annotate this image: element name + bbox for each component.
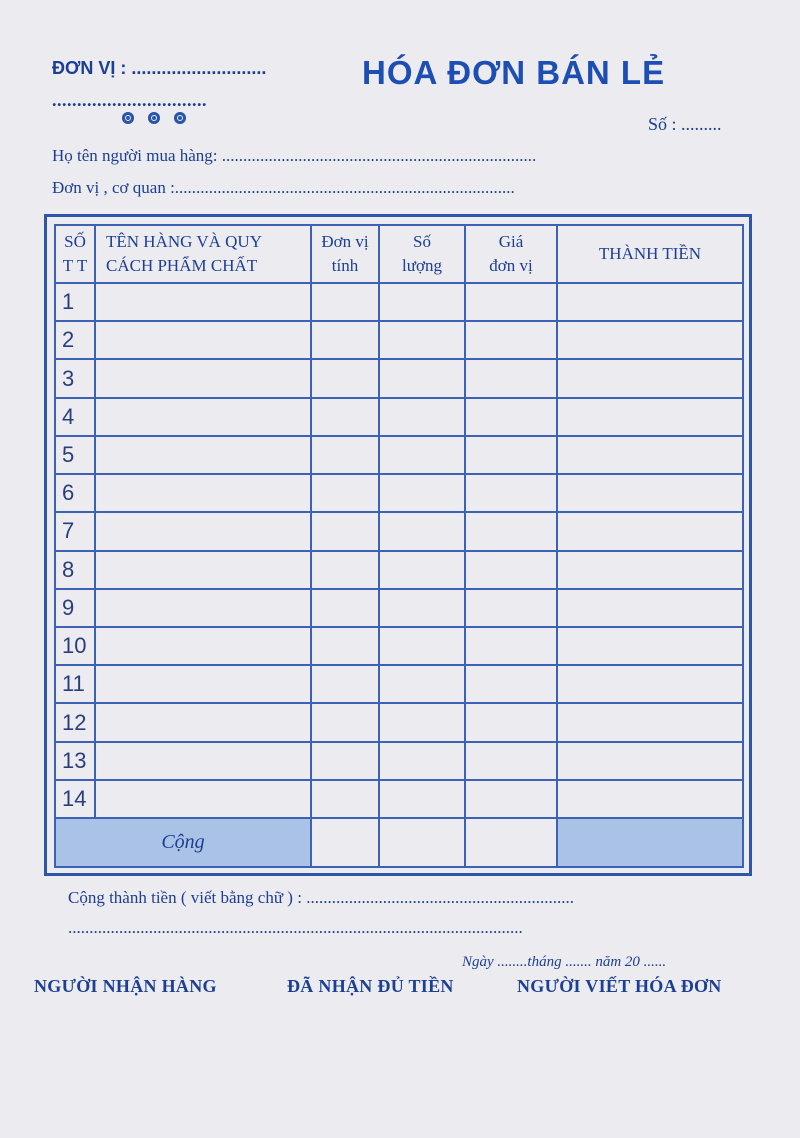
invoice-title: HÓA ĐƠN BÁN LẺ <box>362 54 666 91</box>
table-row <box>55 551 743 589</box>
unit-price-cell[interactable] <box>465 398 557 436</box>
unit-price-cell[interactable] <box>465 512 557 550</box>
unit-cell[interactable] <box>311 780 379 818</box>
total-unit-cell <box>311 818 379 867</box>
quantity-cell[interactable] <box>379 703 465 741</box>
table-row <box>55 703 743 741</box>
amount-cell[interactable] <box>557 551 743 589</box>
table-row <box>55 665 743 703</box>
unit-price-cell[interactable] <box>465 703 557 741</box>
row-number: 11 <box>55 665 95 703</box>
row-number: 7 <box>55 512 95 550</box>
amount-cell[interactable] <box>557 742 743 780</box>
unit-cell[interactable] <box>311 512 379 550</box>
unit-price-cell[interactable] <box>465 742 557 780</box>
decorative-dots <box>122 112 186 124</box>
row-number: 14 <box>55 780 95 818</box>
item-name-cell[interactable] <box>95 436 311 474</box>
signature-writer: NGƯỜI VIẾT HÓA ĐƠN <box>517 976 722 996</box>
unit-cell[interactable] <box>311 321 379 359</box>
row-number: 1 <box>55 283 95 321</box>
amount-cell[interactable] <box>557 359 743 397</box>
item-name-cell[interactable] <box>95 589 311 627</box>
amount-cell[interactable] <box>557 780 743 818</box>
col-item-name-line1: TÊN HÀNG VÀ QUY <box>106 232 262 251</box>
quantity-cell[interactable] <box>379 665 465 703</box>
amount-cell[interactable] <box>557 321 743 359</box>
col-item-name <box>95 225 311 283</box>
table-row <box>55 359 743 397</box>
total-row <box>55 818 743 867</box>
amount-cell[interactable] <box>557 627 743 665</box>
dot-icon <box>148 112 160 124</box>
row-number: 6 <box>55 474 95 512</box>
item-name-cell[interactable] <box>95 512 311 550</box>
quantity-cell[interactable] <box>379 742 465 780</box>
item-name-cell[interactable] <box>95 398 311 436</box>
item-name-cell[interactable] <box>95 627 311 665</box>
date-line: Ngày ........tháng ....... năm 20 ...... <box>462 954 667 970</box>
buyer-org-field: Đơn vị , cơ quan :................................................................................ <box>52 178 515 197</box>
row-number: 5 <box>55 436 95 474</box>
table-row <box>55 436 743 474</box>
buyer-name-field: Họ tên người mua hàng: .......................................................................... <box>52 146 537 165</box>
quantity-cell[interactable] <box>379 780 465 818</box>
item-name-cell[interactable] <box>95 703 311 741</box>
total-amount-cell[interactable] <box>557 818 743 867</box>
unit-price-cell[interactable] <box>465 589 557 627</box>
unit-price-cell[interactable] <box>465 551 557 589</box>
amount-cell[interactable] <box>557 283 743 321</box>
quantity-cell[interactable] <box>379 359 465 397</box>
col-unit-price-line2: đơn vị <box>489 256 533 275</box>
table-row <box>55 512 743 550</box>
items-table <box>54 224 744 868</box>
table-row <box>55 283 743 321</box>
unit-cell[interactable] <box>311 359 379 397</box>
col-stt-line2: T T <box>62 256 88 275</box>
unit-price-cell[interactable] <box>465 665 557 703</box>
quantity-cell[interactable] <box>379 627 465 665</box>
total-in-words-line2: ........................................................................................................... <box>68 918 523 937</box>
amount-cell[interactable] <box>557 436 743 474</box>
unit-price-cell[interactable] <box>465 780 557 818</box>
total-unit-price-cell <box>465 818 557 867</box>
row-number: 3 <box>55 359 95 397</box>
signature-receiver: NGƯỜI NHẬN HÀNG <box>34 976 217 996</box>
dot-icon <box>122 112 134 124</box>
unit-cell[interactable] <box>311 627 379 665</box>
item-name-cell[interactable] <box>95 742 311 780</box>
col-quantity-line1: Số <box>413 232 431 251</box>
col-unit-price <box>465 225 557 283</box>
row-number: 9 <box>55 589 95 627</box>
col-unit-line1: Đơn vị <box>321 232 369 251</box>
total-label: Cộng <box>55 818 311 867</box>
amount-cell[interactable] <box>557 398 743 436</box>
quantity-cell[interactable] <box>379 283 465 321</box>
dot-icon <box>174 112 186 124</box>
total-quantity-cell <box>379 818 465 867</box>
table-row <box>55 474 743 512</box>
unit-price-cell[interactable] <box>465 627 557 665</box>
item-name-cell[interactable] <box>95 665 311 703</box>
quantity-cell[interactable] <box>379 589 465 627</box>
quantity-cell[interactable] <box>379 321 465 359</box>
col-unit <box>311 225 379 283</box>
item-name-cell[interactable] <box>95 780 311 818</box>
unit-price-cell[interactable] <box>465 321 557 359</box>
item-name-cell[interactable] <box>95 359 311 397</box>
table-row <box>55 321 743 359</box>
unit-cell[interactable] <box>311 551 379 589</box>
col-quantity-line2: lượng <box>402 256 442 275</box>
unit-cell[interactable] <box>311 283 379 321</box>
table-row <box>55 780 743 818</box>
table-row <box>55 627 743 665</box>
unit-price-cell[interactable] <box>465 359 557 397</box>
row-number: 10 <box>55 627 95 665</box>
item-name-cell[interactable] <box>95 474 311 512</box>
row-number: 4 <box>55 398 95 436</box>
col-unit-line2: tính <box>331 256 359 275</box>
quantity-cell[interactable] <box>379 398 465 436</box>
item-name-cell[interactable] <box>95 321 311 359</box>
unit-price-cell[interactable] <box>465 436 557 474</box>
amount-cell[interactable] <box>557 703 743 741</box>
table-row <box>55 742 743 780</box>
col-stt <box>55 225 95 283</box>
row-number: 12 <box>55 703 95 741</box>
col-amount: THÀNH TIỀN <box>557 225 743 283</box>
quantity-cell[interactable] <box>379 512 465 550</box>
unit-cell[interactable] <box>311 436 379 474</box>
signature-paid: ĐÃ NHẬN ĐỦ TIỀN <box>287 976 454 996</box>
amount-cell[interactable] <box>557 512 743 550</box>
unit-price-cell[interactable] <box>465 283 557 321</box>
unit-cell[interactable] <box>311 589 379 627</box>
quantity-cell[interactable] <box>379 474 465 512</box>
unit-price-cell[interactable] <box>465 474 557 512</box>
item-name-cell[interactable] <box>95 551 311 589</box>
item-name-cell[interactable] <box>95 283 311 321</box>
col-item-name-line2: CÁCH PHẨM CHẤT <box>106 256 258 275</box>
unit-cell[interactable] <box>311 703 379 741</box>
quantity-cell[interactable] <box>379 551 465 589</box>
row-number: 8 <box>55 551 95 589</box>
amount-cell[interactable] <box>557 589 743 627</box>
org-label: ĐƠN VỊ : ........................... <box>52 58 267 78</box>
amount-cell[interactable] <box>557 474 743 512</box>
row-number: 2 <box>55 321 95 359</box>
col-quantity <box>379 225 465 283</box>
org-line: ............................... <box>52 90 207 110</box>
amount-cell[interactable] <box>557 665 743 703</box>
table-row <box>55 398 743 436</box>
unit-cell[interactable] <box>311 665 379 703</box>
col-stt-line1: SỐ <box>64 232 86 251</box>
table-row <box>55 589 743 627</box>
invoice-number: Số : ......... <box>648 114 722 134</box>
row-number: 13 <box>55 742 95 780</box>
unit-cell[interactable] <box>311 742 379 780</box>
unit-cell[interactable] <box>311 398 379 436</box>
quantity-cell[interactable] <box>379 436 465 474</box>
total-in-words: Cộng thành tiền ( viết bằng chữ ) : ............................................................... <box>68 888 574 907</box>
table-header-row <box>55 225 743 283</box>
col-unit-price-line1: Giá <box>498 232 524 251</box>
unit-cell[interactable] <box>311 474 379 512</box>
